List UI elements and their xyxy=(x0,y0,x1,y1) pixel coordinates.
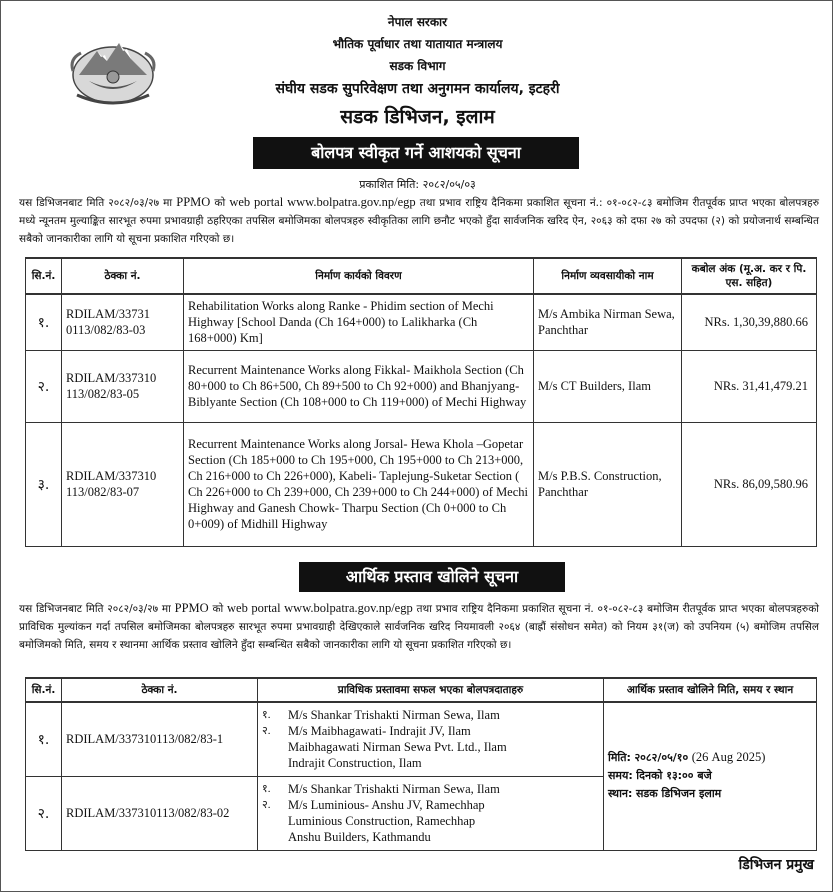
notice1-text-ppmo: PPMO xyxy=(176,195,211,209)
row-contractor: M/s P.B.S. Construction, Panchthar xyxy=(534,422,682,546)
notice2-text-a: यस डिभिजनबाट मिति २०८२/०३/२७ मा xyxy=(19,603,175,615)
row-amount: NRs. 1,30,39,880.66 xyxy=(682,294,817,350)
signatory: डिभिजन प्रमुख xyxy=(738,857,814,873)
row-sn: ३. xyxy=(26,422,62,546)
list-item xyxy=(262,707,599,723)
table-header-row xyxy=(26,258,817,294)
place-label: स्थान: xyxy=(608,787,633,801)
row-bidders xyxy=(258,776,604,850)
jv-partner: Indrajit Construction, Ilam xyxy=(288,756,422,771)
notice1-paragraph xyxy=(19,193,819,248)
row-sn: २. xyxy=(26,776,62,850)
table-row xyxy=(26,702,817,776)
col-sn: सि.नं. xyxy=(26,678,62,702)
row-sn: २. xyxy=(26,350,62,422)
row-amount: NRs. 31,41,479.21 xyxy=(682,350,817,422)
col-contract: ठेक्का नं. xyxy=(62,678,258,702)
header-line-1: नेपाल सरकार xyxy=(387,15,448,29)
col-sn: सि.नं. xyxy=(26,258,62,294)
table-header-row xyxy=(26,678,817,702)
header-ministry: भौतिक पूर्वाधार तथा यातायात मन्त्रालय xyxy=(332,37,503,51)
row-sn: १. xyxy=(26,702,62,776)
notice1-portal-link: web portal www.bolpatra.gov.np/egp xyxy=(229,195,416,209)
row-sn: १. xyxy=(26,294,62,350)
header-office: संघीय सडक सुपरिवेक्षण तथा अनुगमन कार्यालय, इटहरी xyxy=(275,81,560,97)
jv-partner: Maibhagawati Nirman Sewa Pvt. Ltd., Ilam xyxy=(288,740,507,755)
notice2-portal-link: web portal www.bolpatra.gov.np/egp xyxy=(227,601,413,615)
col-contractor: निर्माण व्यवसायीको नाम xyxy=(534,258,682,294)
bidder-name: M/s Maibhagawati- Indrajit JV, Ilam xyxy=(288,724,471,739)
item-number: २. xyxy=(262,799,271,811)
col-amount: कबोल अंक (मू.अ. कर र पि. एस. सहित) xyxy=(682,258,817,294)
time-label: समय: xyxy=(608,769,633,783)
date-label: मिति: xyxy=(608,751,631,765)
col-description: निर्माण कार्यको विवरण xyxy=(184,258,534,294)
notice2-text-e: तथा प्रभाव राष्ट्रिय दैनिकमा प्रकाशित सूचना नं. ०१-०८२-८३ बमोजिम रीतपूर्वक प्राप्त भएका बोलपत्रहरुको प्राविधिक मुल्यांकन गर्दा तपसिल बमोजिमका बोलपत्रहरु सारभूत रुपमा प्रभावग्राही देखिएकाले सार्वजनिक खरिद नियमावली २०६४ (बाह्रौं संसोधन समेत) को नियम ३१(ज) को उपनियम (५) बमोजिम तपसिल बमोजिमको मिति, समय र स्थानमा आर्थिक प्रस्ताव खोलिने हुँदा सम्बन्धित सबैको जानकारीका लागि यो सूचना प्रकाशित गरिएको छ। xyxy=(19,603,819,651)
list-item xyxy=(262,781,599,797)
row-contract: RDILAM/33731 0113/082/83-03 xyxy=(62,294,184,350)
row-amount: NRs. 86,09,580.96 xyxy=(682,422,817,546)
row-bidders xyxy=(258,702,604,776)
header-department: सडक विभाग xyxy=(389,59,446,73)
time-value: दिनको १३:०० बजे xyxy=(636,769,712,783)
row-description: Recurrent Maintenance Works along Fikkal- Maikhola Section (Ch 80+000 to Ch 86+500, Ch 89+500 to Ch 92+000) and Bhanjyang- Biblyante Section (Ch 108+000 to Ch 119+000) of Mechi Highway xyxy=(184,350,534,422)
notice2-text-c: को xyxy=(208,603,228,615)
item-number: १. xyxy=(262,709,271,722)
bidder-name: M/s Shankar Trishakti Nirman Sewa, Ilam xyxy=(288,782,500,796)
row-contract: RDILAM/337310113/082/83-02 xyxy=(62,776,258,850)
notice2-paragraph xyxy=(19,599,819,654)
col-bidders: प्राविधिक प्रस्तावमा सफल भएका बोलपत्रदाताहरु xyxy=(258,678,604,702)
place-value: सडक डिभिजन इलाम xyxy=(635,787,722,801)
col-schedule: आर्थिक प्रस्ताव खोलिने मिति, समय र स्थान xyxy=(604,678,817,702)
list-item xyxy=(262,797,599,813)
row-contract: RDILAM/337310 113/082/83-07 xyxy=(62,422,184,546)
financial-opening-table xyxy=(25,677,817,851)
list-item xyxy=(262,723,599,739)
row-contract: RDILAM/337310 113/082/83-05 xyxy=(62,350,184,422)
table-row xyxy=(26,422,817,546)
row-description: Rehabilitation Works along Ranke - Phidim section of Mechi Highway [School Danda (Ch 164+000) to Lalikharka (Ch 168+000) Km] xyxy=(184,294,534,350)
bidder-name: M/s Luminious- Anshu JV, Ramechhap xyxy=(288,798,485,812)
notice2-title: आर्थिक प्रस्ताव खोलिने सूचना xyxy=(299,562,565,592)
opening-schedule xyxy=(604,702,817,850)
item-number: १. xyxy=(262,783,271,795)
header-division: सडक डिभिजन, इलाम xyxy=(340,106,495,128)
date-value: २०८२/०५/१० xyxy=(634,751,689,765)
notice1-title: बोलपत्र स्वीकृत गर्ने आशयको सूचना xyxy=(253,137,579,169)
notice1-text-a: यस डिभिजनबाट मिति २०८२/०३/२७ मा xyxy=(19,197,177,209)
notice1-text-c: को xyxy=(210,197,230,209)
row-contract: RDILAM/337310113/082/83-1 xyxy=(62,702,258,776)
row-contractor: M/s CT Builders, Ilam xyxy=(534,350,682,422)
table-row xyxy=(26,294,817,350)
notice2-text-ppmo: PPMO xyxy=(174,601,209,615)
published-date: प्रकाशित मिति: २०८२/०५/०३ xyxy=(359,178,476,191)
jv-partner: Anshu Builders, Kathmandu xyxy=(288,830,431,844)
col-contract: ठेक्का नं. xyxy=(62,258,184,294)
notice1-text-e: तथा प्रभाव राष्ट्रिय दैनिकमा प्रकाशित सूचना नं.: ०१-०८२-८३ बमोजिम रीतपूर्वक प्राप्त भएका बोलपत्रहरु मध्ये न्यूनतम मुल्याङ्कित सारभूत रुपमा प्रभावग्राही ठहरिएका तपसिल बमोजिमका बोलपत्रहरु स्वीकृतिका लागि छनौट भएको हुँदा सार्वजनिक खरिद ऐन, २०६३ को दफा २७ को उपदफा (२) को प्रयोजनार्थ सम्बन्धित सबैको जानकारीका लागि यो सूचना प्रकाशित गरिएको छ। xyxy=(19,197,819,245)
row-contractor: M/s Ambika Nirman Sewa, Panchthar xyxy=(534,294,682,350)
table-row xyxy=(26,350,817,422)
accepted-bids-table xyxy=(25,257,817,547)
jv-partner: Luminious Construction, Ramechhap xyxy=(288,814,476,828)
row-description: Recurrent Maintenance Works along Jorsal- Hewa Khola –Gopetar Section (Ch 185+000 to Ch 195+000, Ch 195+000 to Ch 213+000, Ch 216+000 to Ch 226+000), Kabeli- Taplejung-Suketar Section ( Ch 226+000 to Ch 239+000, Ch 239+000 to Ch 244+000) of Mechi Highway and Ganesh Chowk- Tharpu Section (Ch 0+000 to Ch 0+009) of Midhill Highway xyxy=(184,422,534,546)
item-number: २. xyxy=(262,725,271,738)
bidder-name: M/s Shankar Trishakti Nirman Sewa, Ilam xyxy=(288,708,500,723)
date-english: (26 Aug 2025) xyxy=(691,750,766,765)
